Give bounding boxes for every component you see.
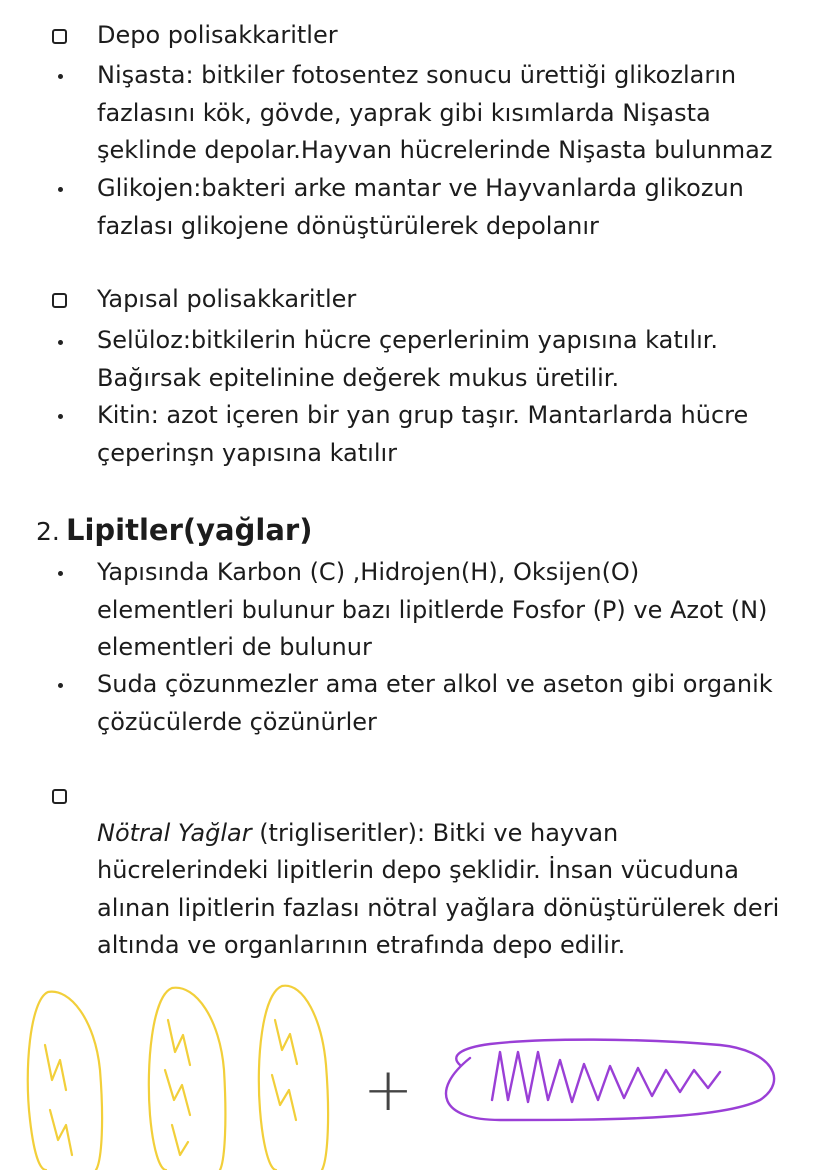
yellow-scribble-1 [45, 1045, 72, 1155]
yellow-oval-3 [259, 986, 328, 1170]
bullet-icon [58, 571, 63, 576]
lipids-heading: Lipitler(yağlar) [66, 513, 313, 547]
plus-sign: + [363, 1055, 414, 1125]
bullet-chitin: Kitin: azot içeren bir yan grup taşır. Mantarlarda hücre çeperinşn yapısına katılır [97, 401, 749, 467]
bullet-icon [58, 74, 63, 79]
storage-polysaccharides-title: Depo polisakkaritler [97, 21, 338, 49]
checkbox-structural-polysaccharides[interactable] [52, 293, 67, 308]
checkbox-neutral-fats[interactable] [52, 789, 67, 804]
structural-polysaccharides-title: Yapısal polisakkaritler [97, 285, 357, 313]
bullet-lipid-solubility: Suda çözunmezler ama eter alkol ve aseton gibi organik çözücülerde çözünürler [97, 670, 773, 736]
bullet-icon [58, 340, 63, 345]
bullet-lipid-elements: Yapısında Karbon (C) ,Hidrojen(H), Oksijen(O) elementleri bulunur bazı lipitlerde Fosfor (P) ve Azot (N) elementleri de bulunur [97, 558, 768, 661]
yellow-scribble-2 [165, 1020, 190, 1155]
bullet-icon [58, 187, 63, 192]
neutral-fats-paragraph [97, 777, 797, 965]
bullet-cellulose: Selüloz:bitkilerin hücre çeperlerinim yapısına katılır. Bağırsak epitelinine değerek mukus üretilir. [97, 326, 719, 392]
checkbox-storage-polysaccharides[interactable] [52, 29, 67, 44]
yellow-scribble-3 [272, 1020, 297, 1120]
bullet-icon [58, 683, 63, 688]
purple-scribble [492, 1052, 720, 1102]
bullet-icon [58, 414, 63, 419]
neutral-fats-rest: hücrelerindeki lipitlerin depo şeklidir. İnsan vücuduna alınan lipitlerin fazlası nötral yağlara dönüştürülerek deri altında ve organlarının etrafında depo edilir. [97, 856, 780, 959]
neutral-fats-first-line: (trigliseritler): Bitki ve hayvan [251, 818, 619, 847]
bullet-starch: Nişasta: bitkiler fotosentez sonucu ürettiği glikozların fazlasını kök, gövde, yaprak gibi kısımlarda Nişasta şeklinde depolar.Hayvan hücrelerinde Nişasta bulunmaz [97, 61, 773, 164]
heading-number: 2. [36, 517, 60, 546]
bullet-glycogen: Glikojen:bakteri arke mantar ve Hayvanlarda glikozun fazlası glikojene dönüştürülerek depolanır [97, 174, 744, 240]
neutral-fats-term: Nötral Yağlar [97, 818, 252, 847]
handwritten-drawing [0, 960, 828, 1170]
